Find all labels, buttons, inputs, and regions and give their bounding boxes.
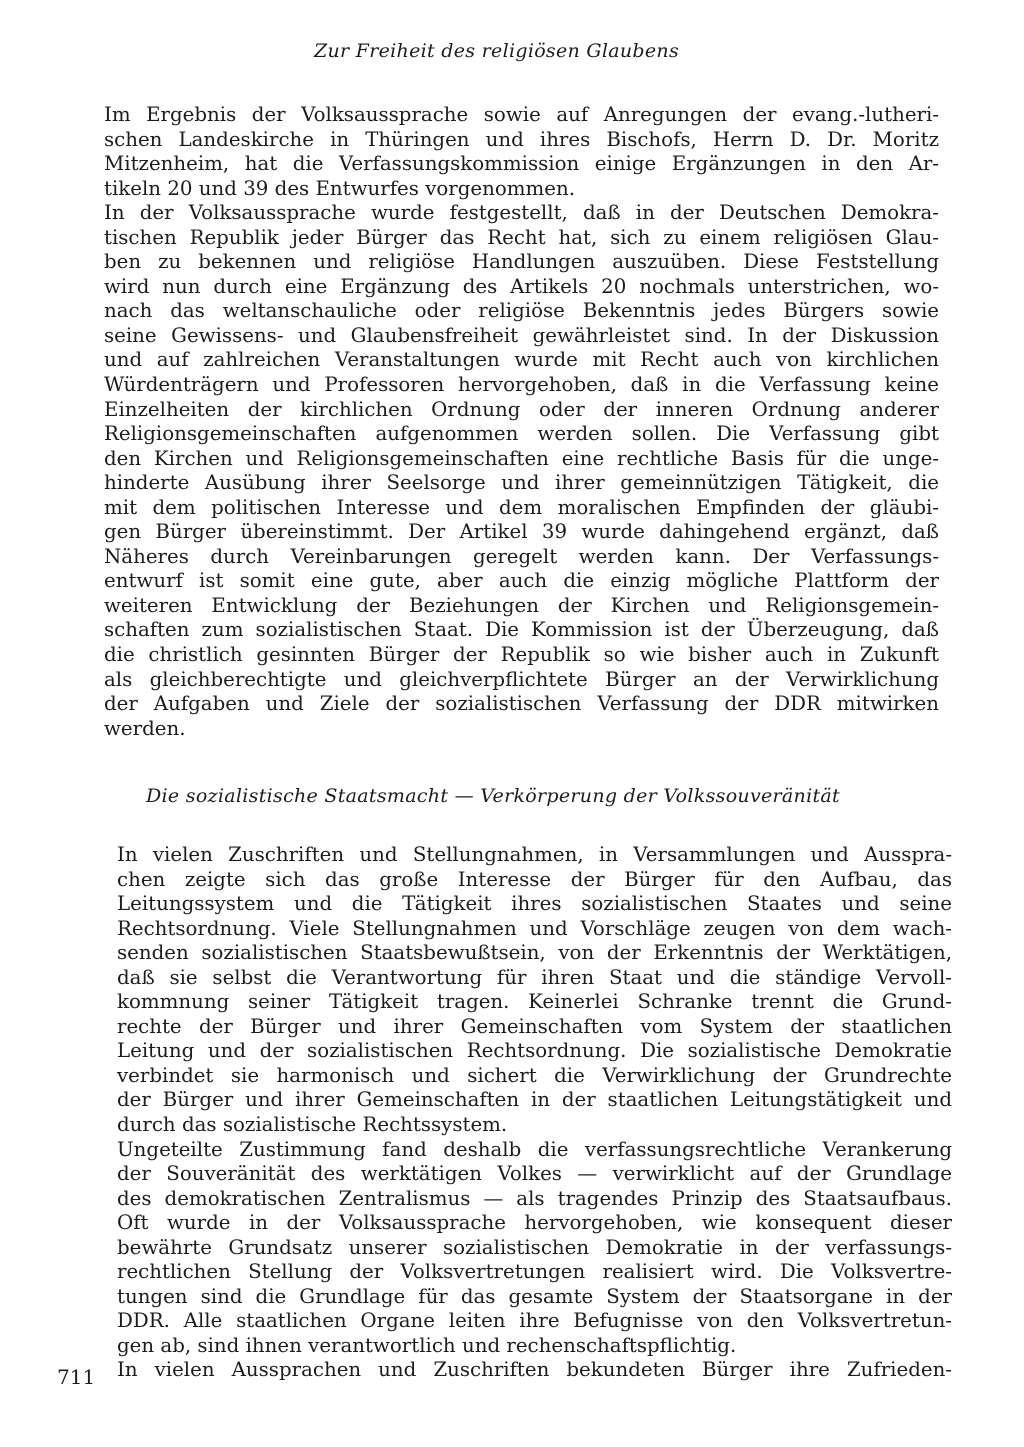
text-line: Religionsgemeinschaften aufgenommen werden sollen. Die Verfassung gibt (104, 422, 939, 446)
text-line: Ungeteilte Zustimmung fand deshalb die verfassungsrechtliche Verankerung (117, 1137, 952, 1161)
text-line: In vielen Zuschriften und Stellungnahmen, in Versammlungen und Ausspra- (117, 843, 952, 866)
text-line: den Kirchen und Religionsgemeinschaften eine rechtliche Basis für die unge- (104, 446, 939, 470)
text-line: rechtlichen Stellung der Volksvertretungen realisiert wird. Die Volksvertre- (117, 1260, 952, 1284)
section-body-state-power (117, 843, 952, 1383)
page-number: 711 (57, 1365, 96, 1389)
text-line: ben zu bekennen und religiöse Handlungen auszuüben. Diese Feststellung (104, 250, 939, 274)
text-line: In vielen Aussprachen und Zuschriften bekundeten Bürger ihre Zufrieden- (117, 1358, 952, 1382)
section-title-state-power: Die sozialistische Staatsmacht — Verkörperung der Volkssouveränität (146, 785, 840, 807)
text-line: senden sozialistischen Staatsbewußtsein, von der Erkenntnis der Werktätigen, (117, 941, 952, 965)
text-line: als gleichberechtigte und gleichverpflichtete Bürger an der Verwirklichung (104, 667, 939, 691)
text-line: werden. (104, 716, 186, 740)
text-line: der Souveränität des werktätigen Volkes — verwirklicht auf der Grundlage (117, 1162, 952, 1186)
text-line: Oft wurde in der Volksaussprache hervorgehoben, wie konsequent dieser (117, 1211, 952, 1235)
text-line: daß sie selbst die Verantwortung für ihren Staat und die ständige Vervoll- (117, 965, 952, 989)
text-line: Näheres durch Vereinbarungen geregelt werden kann. Der Verfassungs- (104, 544, 939, 568)
text-line: und auf zahlreichen Veranstaltungen wurde mit Recht auch von kirchlichen (104, 348, 939, 372)
text-line: des demokratischen Zentralismus — als tragendes Prinzip des Staatsaufbaus. (117, 1186, 952, 1210)
text-line: Rechtsordnung. Viele Stellungnahmen und Vorschläge zeugen von dem wach- (117, 916, 952, 940)
text-line: gen Bürger übereinstimmt. Der Artikel 39 wurde dahingehend ergänzt, daß (104, 520, 939, 544)
text-line: seine Gewissens- und Glaubensfreiheit gewährleistet sind. In der Diskussion (104, 323, 939, 347)
text-line: DDR. Alle staatlichen Organe leiten ihre Befugnisse von den Volksvertretun- (117, 1309, 952, 1333)
text-line: weiteren Entwicklung der Beziehungen der Kirchen und Religionsgemein- (104, 593, 939, 617)
text-line: In der Volksaussprache wurde festgestellt, daß in der Deutschen Demokra- (104, 201, 939, 225)
text-line: bewährte Grundsatz unserer sozialistischen Demokratie in der verfassungs- (117, 1235, 952, 1259)
text-line: schaften zum sozialistischen Staat. Die Kommission ist der Überzeugung, daß (104, 618, 939, 642)
text-line: tungen sind die Grundlage für das gesamte System der Staatsorgane in der (117, 1284, 952, 1308)
section-title-religious-freedom: Zur Freiheit des religiösen Glaubens (314, 40, 680, 62)
text-line: schen Landeskirche in Thüringen und ihres Bischofs, Herrn D. Dr. Moritz (104, 127, 939, 151)
text-line: verbindet sie harmonisch und sichert die Verwirklichung der Grundrechte (117, 1063, 952, 1087)
text-line: gen ab, sind ihnen verantwortlich und rechenschaftspflichtig. (117, 1333, 737, 1357)
text-line: tikeln 20 und 39 des Entwurfes vorgenommen. (104, 176, 576, 200)
text-line: Einzelheiten der kirchlichen Ordnung oder der inneren Ordnung anderer (104, 397, 939, 421)
text-line: entwurf ist somit eine gute, aber auch die einzig mögliche Plattform der (104, 569, 939, 593)
text-line: hinderte Ausübung ihrer Seelsorge und ihrer gemeinnützigen Tätigkeit, die (104, 471, 939, 495)
text-line: tischen Republik jeder Bürger das Recht hat, sich zu einem religiösen Glau- (104, 225, 939, 249)
text-line: der Bürger und ihrer Gemeinschaften in der staatlichen Leitungstätigkeit und (117, 1088, 952, 1112)
text-line: Im Ergebnis der Volksaussprache sowie auf Anregungen der evang.-lutheri- (104, 103, 939, 126)
text-line: mit dem politischen Interesse und dem moralischen Empfinden der gläubi- (104, 495, 939, 519)
text-line: Leitung und der sozialistischen Rechtsordnung. Die sozialistische Demokratie (117, 1039, 952, 1063)
text-line: Würdenträgern und Professoren hervorgehoben, daß in die Verfassung keine (104, 373, 939, 397)
text-line: rechte der Bürger und ihrer Gemeinschaften vom System der staatlichen (117, 1014, 952, 1038)
text-line: durch das sozialistische Rechtssystem. (117, 1113, 508, 1137)
text-line: nach das weltanschauliche oder religiöse Bekenntnis jedes Bürgers sowie (104, 299, 939, 323)
section-body-religious-freedom (104, 103, 939, 741)
text-line: die christlich gesinnten Bürger der Republik so wie bisher auch in Zukunft (104, 643, 939, 667)
text-line: der Aufgaben und Ziele der sozialistischen Verfassung der DDR mitwirken (104, 692, 939, 716)
text-line: chen zeigte sich das große Interesse der Bürger für den Aufbau, das (117, 867, 952, 891)
text-line: Leitungssystem und die Tätigkeit ihres sozialistischen Staates und seine (117, 892, 952, 916)
text-line: wird nun durch eine Ergänzung des Artikels 20 nochmals unterstrichen, wo- (104, 274, 939, 298)
text-line: kommnung seiner Tätigkeit tragen. Keinerlei Schranke trennt die Grund- (117, 990, 952, 1014)
text-line: Mitzenheim, hat die Verfassungskommission einige Ergänzungen in den Ar- (104, 152, 939, 176)
